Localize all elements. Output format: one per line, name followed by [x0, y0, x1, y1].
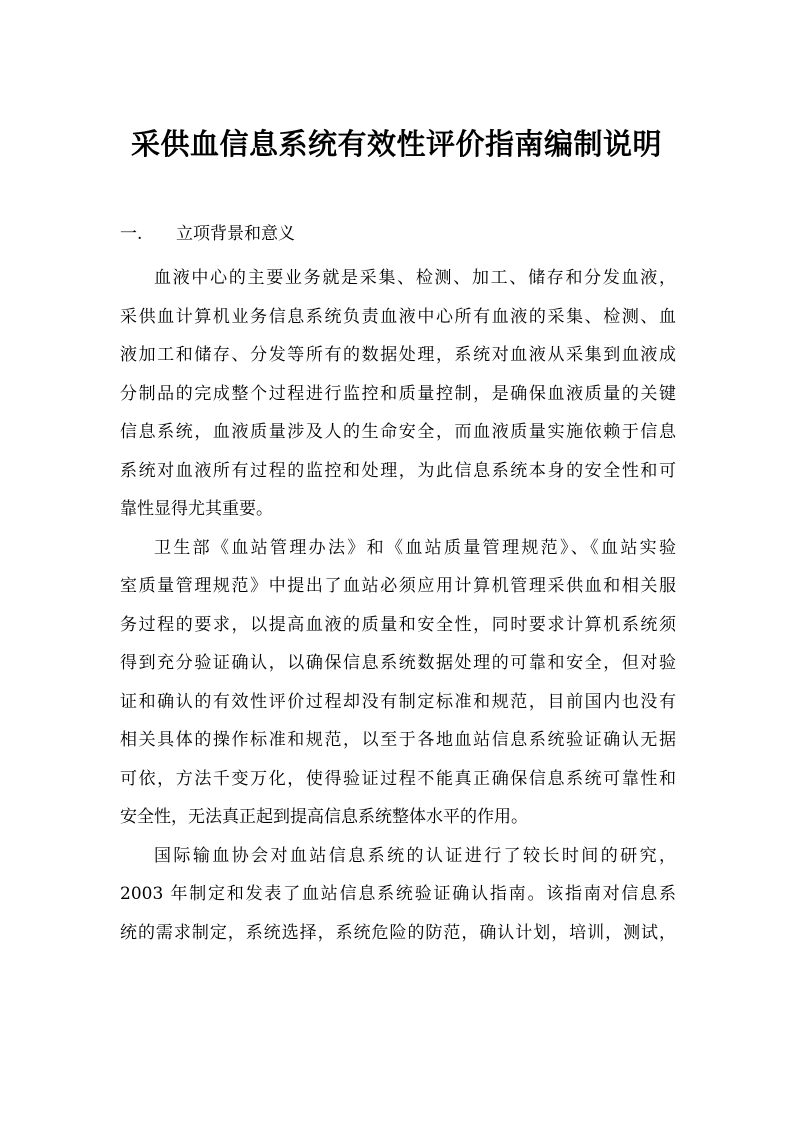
paragraph-line: 相关具体的操作标准和规范，以至于各地血站信息系统验证确认无据	[120, 730, 676, 750]
section-number: 一.	[120, 224, 143, 244]
paragraph-line: 血液中心的主要业务就是采集、检测、加工、储存和分发血液，	[154, 268, 676, 288]
paragraph-line: 务过程的要求，以提高血液的质量和安全性，同时要求计算机系统须	[120, 614, 676, 635]
document-title: 采供血信息系统有效性评价指南编制说明	[130, 127, 662, 161]
section-heading	[120, 220, 295, 248]
paragraph-line: 2003 年制定和发表了血站信息系统验证确认指南。该指南对信息系	[120, 884, 676, 904]
paragraph-line: 可依，方法千变万化，使得验证过程不能真正确保信息系统可靠性和	[120, 768, 676, 789]
paragraph-line: 信息系统，血液质量涉及人的生命安全，而血液质量实施依赖于信息	[120, 422, 676, 442]
paragraph-line: 证和确认的有效性评价过程却没有制定标准和规范，目前国内也没有	[120, 691, 676, 712]
paragraph-3	[120, 837, 676, 953]
paragraph-line: 国际输血协会对血站信息系统的认证进行了较长时间的研究，	[154, 845, 676, 866]
section-heading-text: 立项背景和意义	[176, 224, 295, 244]
paragraph-line: 系统对血液所有过程的监控和处理，为此信息系统本身的安全性和可	[120, 460, 676, 481]
paragraph-line: 安全性，无法真正起到提高信息系统整体水平的作用。	[120, 807, 528, 827]
paragraph-line: 统的需求制定，系统选择，系统危险的防范，确认计划，培训，测试，	[120, 922, 676, 943]
paragraph-line: 得到充分验证确认，以确保信息系统数据处理的可靠和安全，但对验	[120, 653, 676, 673]
paragraph-line: 卫生部《血站管理办法》和《血站质量管理规范》、《血站实验	[154, 537, 676, 558]
paragraph-line: 靠性显得尤其重要。	[120, 499, 273, 519]
body-text	[120, 259, 676, 952]
paragraph-1	[120, 259, 676, 529]
paragraph-line: 室质量管理规范》中提出了血站必须应用计算机管理采供血和相关服	[120, 576, 676, 596]
paragraph-line: 液加工和储存、分发等所有的数据处理，系统对血液从采集到血液成	[120, 345, 676, 365]
paragraph-line: 采供血计算机业务信息系统负责血液中心所有血液的采集、检测、血	[120, 306, 676, 327]
paragraph-line: 分制品的完成整个过程进行监控和质量控制，是确保血液质量的关键	[120, 383, 676, 404]
paragraph-2	[120, 529, 676, 837]
